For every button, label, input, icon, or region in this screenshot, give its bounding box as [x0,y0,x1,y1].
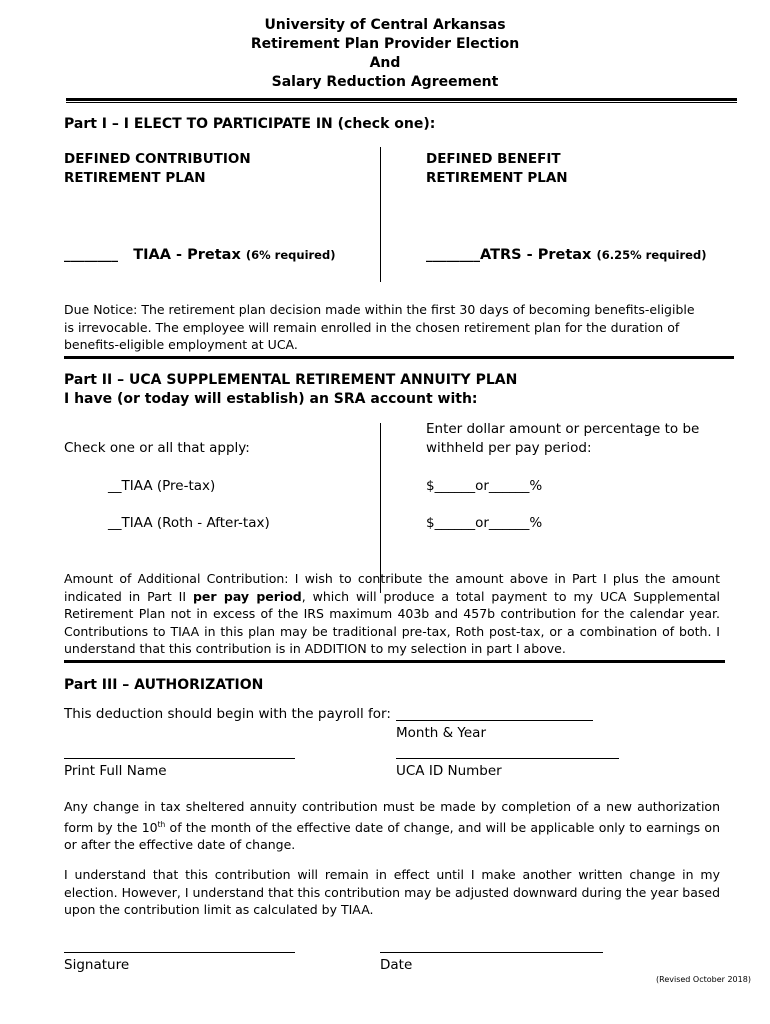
print-name-label: Print Full Name [64,763,167,779]
form-title [0,16,770,92]
date-field[interactable] [380,952,603,953]
part1-heading [64,116,435,132]
part2-divider [64,660,725,663]
tiaa-pretax-sra-option[interactable]: __TIAA (Pre-tax) [108,478,216,494]
month-year-label: Month & Year [396,725,487,741]
additional-contribution-bold: per pay period [192,588,302,604]
check-label: Check one or all that apply: [64,440,250,456]
date-label: Date [380,957,413,973]
part1-divider [64,356,734,359]
print-name-field[interactable] [64,758,295,759]
part3-heading: Part III – AUTHORIZATION [64,677,264,693]
part2-subheading: I have (or today will establish) an SRA account with: [64,391,478,407]
title-line-1: University of Central Arkansas [264,17,506,33]
change-notice-post: of the month of the effective date of change, and will be applicable only to earnings on or after the effective date of change. [64,819,720,853]
title-line-3: And [369,55,401,71]
tiaa-roth-sra-option[interactable]: __TIAA (Roth - After-tax) [108,515,270,531]
change-notice-sup: th [157,819,166,829]
enter-amount-line1: Enter dollar amount or percentage to be [426,421,700,437]
db-plan-line2: RETIREMENT PLAN [426,170,568,186]
tiaa-pretax-blank[interactable]: ________ [64,247,118,263]
tiaa-pretax-label: TIAA - Pretax [133,247,241,263]
dc-plan-line2: RETIREMENT PLAN [64,170,206,186]
signature-field[interactable] [64,952,295,953]
part1-heading-note: (check one): [337,116,436,132]
tiaa-pretax-note: (6% required) [245,248,336,262]
month-year-field[interactable] [396,720,593,721]
revision-note: (Revised October 2018) [656,975,751,984]
understand-notice: I understand that this contribution will remain in effect until I make another written change in my election. However, I understand that this contribution may be adjusted downward during the year based upon the contribution limit as calculated by TIAA. [64,867,720,917]
tiaa-pretax-amount-field[interactable]: $______or______% [426,478,543,494]
atrs-pretax-label: ATRS - Pretax [480,247,592,263]
signature-label: Signature [64,957,130,973]
additional-contribution-text [64,570,720,658]
header-divider [66,98,737,103]
enter-amount-line2: withheld per pay period: [426,440,592,456]
change-notice [64,798,720,854]
dc-plan-line1: DEFINED CONTRIBUTION [64,151,251,167]
atrs-pretax-option[interactable] [426,244,706,263]
uca-id-field[interactable] [396,758,619,759]
due-notice: Due Notice: The retirement plan decision made within the first 30 days of becoming benefits-eligible is irrevocable. The employee will remain enrolled in the chosen retirement plan for the duration of benefits-eligible employment at UCA. [64,302,695,352]
tiaa-roth-amount-field[interactable]: $______or______% [426,515,543,531]
part2-heading: Part II – UCA SUPPLEMENTAL RETIREMENT ANNUITY PLAN [64,372,518,388]
part1-heading-text: Part I – I ELECT TO PARTICIPATE IN [64,116,333,132]
atrs-pretax-blank[interactable]: ________ [426,247,480,263]
change-notice-pre: Any change in tax sheltered annuity contribution must be made by completion of a new authorization form by the 10 [64,799,720,835]
title-line-4: Salary Reduction Agreement [271,74,499,90]
title-line-2: Retirement Plan Provider Election [250,36,520,52]
deduction-label: This deduction should begin with the payroll for: [64,706,391,722]
db-plan-line1: DEFINED BENEFIT [426,151,561,167]
atrs-pretax-note: (6.25% required) [596,248,707,262]
part1-column-divider [380,147,381,282]
uca-id-label: UCA ID Number [396,763,502,779]
additional-contribution-pre: Amount of Additional Contribution: I wish to contribute the amount above in Part I plus the amount indicated in Part II [64,571,720,604]
part2-column-divider [380,423,381,593]
additional-contribution-post: , which will produce a total payment to my UCA Supplemental Retirement Plan not in excess of the IRS maximum 403b and 457b contribution for the calendar year. Contributions to TIAA in this plan may be traditional pre-tax, Roth post-tax, or a combination of both. I understand that this contribution is in ADDITION to my selection in part I above. [64,588,720,656]
tiaa-pretax-option[interactable] [64,244,335,263]
